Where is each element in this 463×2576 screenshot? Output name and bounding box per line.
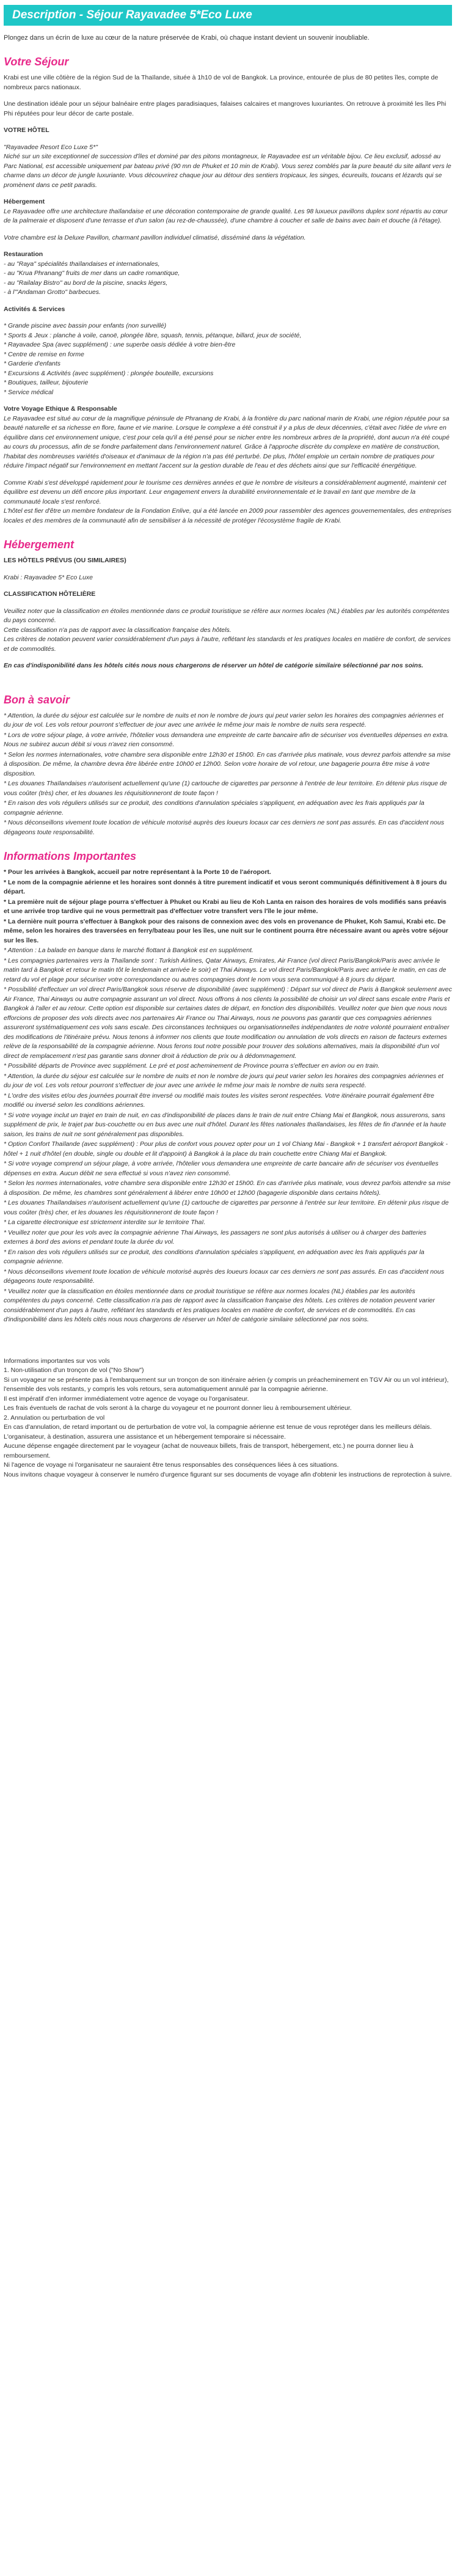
chambre-description: Votre chambre est la Deluxe Pavillon, charmant pavillon individuel climatisé, disséminé dans la végétation. xyxy=(4,233,306,241)
list-item: * Les douanes Thaïlandaises n'autorisent actuellement qu'une (1) cartouche de cigarettes par personne à l'entrée sur leur territoire. En détenir plus risque de vous coûter (très) cher, et les douanes les réquisitionneront de toute façon ! xyxy=(4,1199,449,1216)
sejour-paragraph-2: Une destination idéale pour un séjour balnéaire entre plages paradisiaques, falaises calcaires et mangroves luxuriantes. On retrouve à proximité les îles Phi Phi réputées pour leur décor de carte postale. xyxy=(4,100,447,117)
section-heading-informations: Informations Importantes xyxy=(4,850,137,862)
restauration-label: Restauration xyxy=(4,251,43,258)
page-title-banner xyxy=(4,5,452,26)
indisponibilite-note: En cas d'indisponibilité dans les hôtels cités nous nous chargerons de réserver un hôtel de catégorie similaire sélectionné par nos soins. xyxy=(4,662,423,669)
classification-paragraph-3: Les critères de notation peuvent varier considérablement d'un pays à l'autre, reflétant les standards et les pratiques locales en matière de confort, de services et de commodités. xyxy=(4,636,451,653)
hotel-line: Krabi : Rayavadee 5* Eco Luxe xyxy=(4,573,93,581)
list-item: * Le nom de la compagnie aérienne et les horaires sont donnés à titre purement indicatif et vous seront communiqués définitivement à 8 jours du départ. xyxy=(4,878,447,895)
list-item: * Lors de votre séjour plage, à votre arrivée, l'hôtelier vous demandera une empreinte de carte bancaire afin de sécuriser vos éventuelles dépenses en extra. Nous ne subirez aucun débit si vous n'avez rien consommé. xyxy=(4,731,449,748)
vols-line: Les frais éventuels de rachat de vols seront à la charge du voyageur et ne pourront donner lieu à remboursement ultérieur. xyxy=(4,1404,352,1412)
list-item: * L'ordre des visites et/ou des journées pourrait être inversé ou modifié mais toutes les visites seront respectées. Votre itinéraire pourrait également être modifié ou inversé selon les conditions aériennes. xyxy=(4,1092,434,1109)
list-item: * Sports & Jeux : planche à voile, canoë, plongée libre, squash, tennis, pétanque, billard, jeux de société, xyxy=(4,331,302,339)
list-item: * Service médical xyxy=(4,388,54,396)
list-item: * Veuillez noter que la classification en étoiles mentionnée dans ce produit touristique se réfère aux normes locales (NL) établies par les autorités compétentes du pays concerné. Cette classification n'a pas de rapport avec la classification française des hôtels. Les critères de notation peuvent varier considérablement d'un pays à l'autre, reflétant les standards et les pratiques locales en matière de confort, de services et de commodités. En cas d'indisponibilité dans les hôtels cités nous nous chargerons de réserver un hôtel de catégorie similaire sélectionné par nos soins. xyxy=(4,1287,435,1323)
section-heading-bon-a-savoir: Bon à savoir xyxy=(4,693,70,706)
hotel-name: "Rayavadee Resort Eco Luxe 5*" xyxy=(4,143,98,151)
list-item: * Excursions & Activités (avec supplément) : plongée bouteille, excursions xyxy=(4,369,214,377)
vols-line: Il est impératif d'en informer immédiatement votre agence de voyage ou l'organisateur. xyxy=(4,1395,249,1403)
vols-line: 2. Annulation ou perturbation de vol xyxy=(4,1414,105,1422)
vols-line: Aucune dépense engagée directement par le voyageur (achat de nouveaux billets, frais de transport, hébergement, etc.) ne pourra donner lieu à remboursement. xyxy=(4,1442,414,1459)
eco-paragraph-3: L'hôtel est fier d'être un membre fondateur de la Fondation Enlive, qui a été lancée en 2009 pour rassembler des agences gouvernementales, des entreprises locales et des membres de la communauté afin de sensibiliser à la nécessité de protéger l'écosystème fragile de Krabi. xyxy=(4,507,452,524)
intro-text: Plongez dans un écrin de luxe au cœur de la nature préservée de Krabi, où chaque instant devient un souvenir inoubliable. xyxy=(4,34,370,42)
eco-paragraph-2: Comme Krabi s'est développé rapidement pour le tourisme ces dernières années et que le nombre de visiteurs a considérablement augmenté, maintenir cet équilibre est devenu un défi encore plus important. Leur engagement envers la durabilité environnementale et le travail en tant que membre de la communauté locale s'est renforcé. xyxy=(4,479,447,505)
hotel-description: Niché sur un site exceptionnel de succession d'îles et dominé par des pitons montagneux, le Rayavadee est un véritable bijou. Ce lieu exclusif, adossé au Parc National, est accessible uniquement par bateau privé (90 mn de Phuket et 10 min de Krabi). Vous serez comblés par la pure beauté du site allant vers le charme dans un décor de jungle luxuriante. Vous découvrirez chaque jour au détour des sentiers tropicaux, les singes, écureuils, toucans et lézards qui se promènent dans ce petit paradis. xyxy=(4,153,451,189)
list-item: * La dernière nuit pourra s'effectuer à Bangkok pour des raisons de connexion avec des vols en provenance de Phuket, Koh Samui, Krabi etc. De même, selon les horaires des traversées en ferry/bateau pour les îles, une nuit sur le continent pourra être nécessaire avant ou après votre séjour sur les îles. xyxy=(4,917,448,944)
section-informations xyxy=(4,849,452,1325)
vols-line: Nous invitons chaque voyageur à conserver le numéro d'urgence figurant sur ses documents de voyage afin d'obtenir les instructions de reprotection à suivre. xyxy=(4,1470,452,1478)
list-item: * Si votre voyage comprend un séjour plage, à votre arrivée, l'hôtelier vous demandera une empreinte de carte bancaire afin de sécuriser vos éventuelles dépenses en extra. Aucun débit ne sera effectué si vous n'avez rien consommé. xyxy=(4,1160,439,1177)
vols-line: Ni l'agence de voyage ni l'organisateur ne sauraient être tenus responsables des conséquences liées à ces situations. xyxy=(4,1461,339,1469)
list-item: * Nous déconseillons vivement toute location de véhicule motorisé auprès des loueurs locaux car ces derniers ne sont pas assurés. En cas d'accident nous dégageons toute responsabilité. xyxy=(4,1268,445,1285)
list-item: * La première nuit de séjour plage pourra s'effectuer à Phuket ou Krabi au lieu de Koh Lanta en raison des horaires de vols modifiés sans préavis et une arrivée trop tardive qui ne vous permettrait pas d'effectuer votre transfert vers l'île le jour même. xyxy=(4,898,447,915)
vols-lines xyxy=(4,1366,452,1480)
vols-line: Si un voyageur ne se présente pas à l'embarquement sur un tronçon de son itinéraire aérien (y compris un préacheminement en TGV Air ou un vol intérieur), l'ensemble des vols restants, y compris les vols retours, sera automatiquement annulé par la compagnie aérienne. xyxy=(4,1376,449,1393)
hotel-label: VOTRE HÔTEL xyxy=(4,127,49,134)
spacer xyxy=(4,1332,452,1357)
list-item: * Rayavadee Spa (avec supplément) : une superbe oasis dédiée à votre bien-être xyxy=(4,341,236,348)
list-item: * Attention : La balade en banque dans le marché flottant à Bangkok est en supplément. xyxy=(4,947,253,954)
hebergement-description: Le Rayavadee offre une architecture thaïlandaise et une décoration contemporaine de grande qualité. Les 98 luxueux pavillons duplex sont répartis au cœur de la palmeraie et disposent d'une terrasse et d'un salon (au rez-de-chaussée), d'une chambre à coucher et salle de bains avec bain et douche (à l'étage). xyxy=(4,207,448,224)
list-item: * Centre de remise en forme xyxy=(4,350,84,358)
classification-label: CLASSIFICATION HÔTELIÈRE xyxy=(4,590,96,598)
section-heading-sejour: Votre Séjour xyxy=(4,56,69,68)
activites-label: Activités & Services xyxy=(4,305,65,313)
list-item: * Si votre voyage inclut un trajet en train de nuit, en cas d'indisponibilité de places dans le train de nuit entre Chiang Mai et Bangkok, nous assurerons, sans supplément de prix, le trajet par bus-couchette ou en bus avec une nuit d'hôtel. Durant les fêtes nationales thaïlandaises, les fêtes de fin d'année et la haute saison, les trains de nuit ne sont généralement pas disponibles. xyxy=(4,1111,447,1138)
list-item: * Pour les arrivées à Bangkok, accueil par notre représentant à la Porte 10 de l'aéroport. xyxy=(4,868,271,876)
eco-paragraph-1: Le Rayavadee est situé au cœur de la magnifique péninsule de Phranang de Krabi, à la frontière du parc national marin de Krabi, une région réputée pour sa beauté naturelle et sa richesse en flore, faune et vie marine. Lorsque le complexe a été construit il y a plus de deux décennies, c'était avec l'idée de vivre en équilibre dans cet environnement unique, c'est pour cela qu'il a été pensé pour se nicher entre les nombreux arbres de la propriété, dont aucun n'a été coupé au cours du processus, afin de se fondre parfaitement dans l'environnement naturel. Grâce à l'approche discrète du complexe en matière de construction, l'habitat des nombreuses variétés d'oiseaux et d'animaux de la région n'a pas été perturbé. De plus, l'hôtel emploie un certain nombre de pratiques pour réduire l'impact négatif sur l'environnement en mettant l'accent sur la gestion durable de l'eau et des déchets ainsi que sur l'efficacité énergétique. xyxy=(4,414,450,469)
list-item: * Attention, la durée du séjour est calculée sur le nombre de nuits et non le nombre de jours qui peut varier selon les horaires des compagnies aériennes et du jour de vol. Les vols retour pourront s'effectuer de jour avec une arrivée le même jour mais le nombre de nuits sera respecté. xyxy=(4,1072,443,1089)
list-item: * Nous déconseillons vivement toute location de véhicule motorisé auprès des loueurs locaux car ces derniers ne sont pas assurés. En cas d'accident nous dégageons toute responsabilité. xyxy=(4,819,445,836)
list-item: * Selon les normes internationales, votre chambre sera disponible entre 12h30 et 15h00. En cas d'arrivée plus matinale, vous devrez parfois attendre sa mise à disposition. De même, la chambre devra être libérée entre 10h00 et 12h00. Selon votre horaire de vol retour, une bagagerie pourra être mise à votre disposition. xyxy=(4,750,451,777)
informations-list xyxy=(4,868,452,1325)
section-heading-hebergement: Hébergement xyxy=(4,538,75,551)
classification-paragraph-2: Cette classification n'a pas de rapport avec la classification française des hôtels. xyxy=(4,626,232,634)
section-bon-a-savoir xyxy=(4,693,452,838)
list-item: * Boutiques, tailleur, bijouterie xyxy=(4,379,89,386)
list-item: * En raison des vols réguliers utilisés sur ce produit, des conditions d'annulation spéciales s'appliquent, en adéquation avec les frais appliqués par la compagnie aérienne. xyxy=(4,799,425,816)
page-title: Description - Séjour Rayavadee 5*Eco Luxe xyxy=(12,9,252,21)
list-item: * Garderie d'enfants xyxy=(4,360,61,367)
section-vols xyxy=(4,1357,452,1480)
restauration-list xyxy=(4,260,452,298)
list-item: - au "Raya" spécialités thaïlandaises et internationales, xyxy=(4,260,160,268)
hotels-prevus-label: LES HÔTELS PRÉVUS (OU SIMILAIRES) xyxy=(4,557,126,564)
list-item: * Grande piscine avec bassin pour enfants (non surveillé) xyxy=(4,322,167,329)
list-item: - au "Krua Phranang" fruits de mer dans un cadre romantique, xyxy=(4,270,180,277)
section-sejour xyxy=(4,55,452,526)
list-item: * Selon les normes internationales, votre chambre sera disponible entre 12h30 et 15h00. En cas d'arrivée plus matinale, vous devrez parfois attendre sa mise à disposition. De même, les chambres sont généralement à libérer entre 10h00 et 12h00 (bagagerie disponible dans certains hôtels). xyxy=(4,1180,451,1197)
vols-line: En cas d'annulation, de retard important ou de perturbation de votre vol, la compagnie aérienne est tenue de vous reprotéger dans les meilleurs délais. xyxy=(4,1423,432,1431)
list-item: - au "Railalay Bistro" au bord de la piscine, snacks légers, xyxy=(4,279,168,287)
list-item: - à l'"Andaman Grotto" barbecues. xyxy=(4,288,101,296)
eco-label: Votre Voyage Ethique & Responsable xyxy=(4,405,117,413)
vols-title: Informations importantes sur vos vols xyxy=(4,1357,110,1365)
classification-paragraph-1: Veuillez noter que la classification en étoiles mentionnée dans ce produit touristique se réfère aux normes locales (NL) établies par les autorités compétentes du pays concerné. xyxy=(4,607,450,624)
list-item: * Attention, la durée du séjour est calculée sur le nombre de nuits et non le nombre de jours qui peut varier selon les horaires des compagnies aériennes et du jour de vol. Les vols retour pourront s'effectuer de jour avec une arrivée le même jour mais le nombre de nuits sera respecté. xyxy=(4,711,443,728)
list-item: * Veuillez noter que pour les vols avec la compagnie aérienne Thai Airways, les passagers ne sont plus autorisés à utiliser ou à charger des batteries externes à bord des avions et pendant toute la durée du vol. xyxy=(4,1228,427,1246)
list-item: * Les douanes Thaïlandaises n'autorisent actuellement qu'une (1) cartouche de cigarettes par personne à l'entrée de leur territoire. En détenir plus risque de vous coûter (très) cher, et les douanes les réquisitionneront de toute façon ! xyxy=(4,780,447,797)
list-item: * Les compagnies partenaires vers la Thaïlande sont : Turkish Airlines, Qatar Airways, Emirates, Air France (vol direct Paris/Bangkok/Paris avec arrivée le matin tard à Bangkok et retour le matin tôt le lendemain et arrivée le soir) et Thai Airways. Le vol direct Paris/Bangkok/Paris avec arrivée le matin, en cas de retard du vol et plage pour sécuriser votre correspondance ou autres compagnies dont le nom vous sera communiqué à 8 jours du départ. xyxy=(4,956,447,983)
hebergement-label: Hébergement xyxy=(4,198,45,205)
activites-list xyxy=(4,321,452,397)
list-item: * La cigarette électronique est strictement interdite sur le territoire Thaï. xyxy=(4,1219,206,1226)
list-item: * Possibilité départs de Province avec supplément. Le pré et post acheminement de Province pourra s'effectuer en avion ou en train. xyxy=(4,1062,380,1070)
list-item: * En raison des vols réguliers utilisés sur ce produit, des conditions d'annulation spéciales s'appliquent, en adéquation avec les frais appliqués par la compagnie aérienne. xyxy=(4,1248,425,1265)
bon-a-savoir-list xyxy=(4,711,452,838)
sejour-paragraph-1: Krabi est une ville côtière de la région Sud de la Thaïlande, située à 1h10 de vol de Bangkok. La province, entourée de plus de 80 petites îles, compte de nombreux parcs nationaux. xyxy=(4,74,439,91)
vols-line: 1. Non-utilisation d'un tronçon de vol ("No Show") xyxy=(4,1367,144,1374)
list-item: * Option Confort Thaïlande (avec supplément) : Pour plus de confort vous pouvez opter pour un 1 vol Chiang Mai - Bangkok + 1 transfert aéroport Bangkok - hôtel + 1 nuit d'hôtel (en double, single ou double et lit d'appoint) à Bangkok à la place du train couchette entre Chiang Mai et Bangkok. xyxy=(4,1140,448,1158)
list-item: * Possibilité d'effectuer un vol direct Paris/Bangkok sous réserve de disponibilité (avec supplément) : Départ sur vol direct de Paris à Bangkok seulement avec Air France, Thai Airways ou autre compagnie assurant un vol direct. Nous offrons à nos clients la possibilité de choisir un vol direct sans escale entre Paris et Bangkok à l'aller et au retour. Cette option est disponible sur certaines dates de départ, en fonction des disponibilités. Veuillez noter que bien que nous nous efforcions de proposer des vols directs avec nos partenaires Air France ou Thai Airways, nous ne pouvons pas garantir que ces compagnies aériennes assureront systématiquement ces vols sans escale. Des circonstances techniques ou organisationnelles indépendantes de notre volonté pourraient entraîner des modifications de l'itinéraire prévu. Nous tenons à informer nos clients que toute modification ou annulation de vols directs en raison de facteurs externes relève de la responsabilité de la compagnie aérienne. Nous ferons tout notre possible pour trouver des solutions alternatives, mais la disponibilité d'un vol direct de remplacement n'est pas garantie sans donner droit à réduction de prix ou à dédommagement. xyxy=(4,986,452,1060)
section-hebergement xyxy=(4,538,452,671)
vols-line: L'organisateur, à destination, assurera une assistance et un hébergement temporaire si nécessaire. xyxy=(4,1433,286,1440)
